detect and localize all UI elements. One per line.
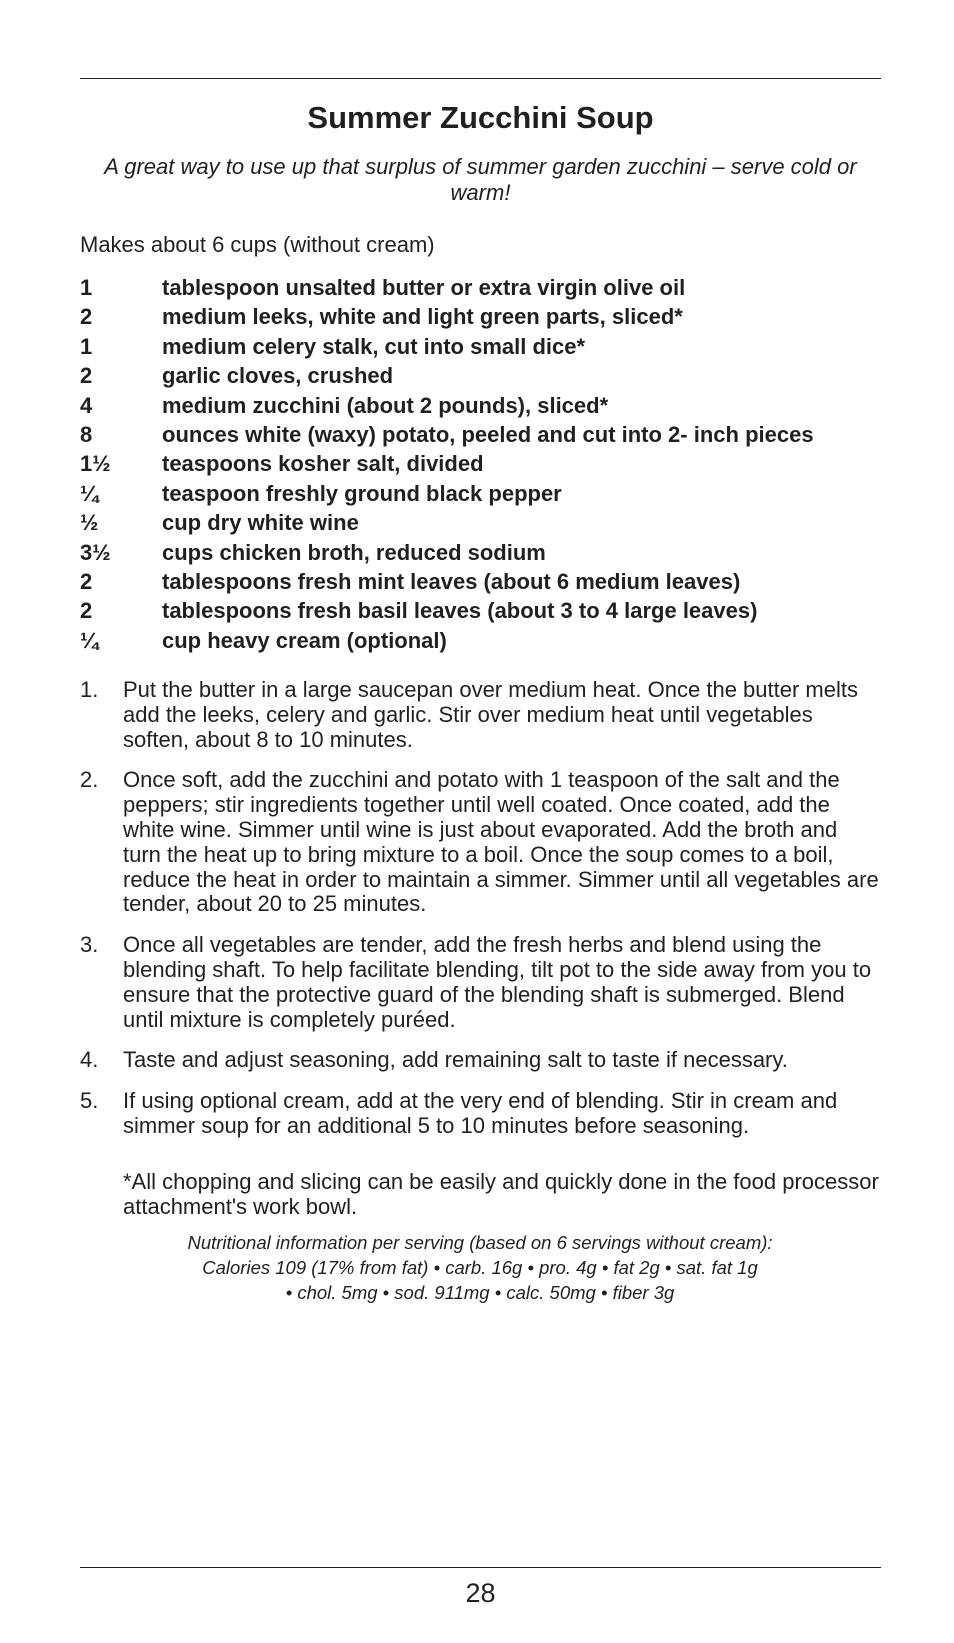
step-text: Taste and adjust seasoning, add remaining salt to taste if necessary. [123, 1047, 788, 1073]
ingredient-text: medium zucchini (about 2 pounds), sliced* [162, 392, 609, 418]
step-text: Once all vegetables are tender, add the fresh herbs and blend using the blending shaft. To help facilitate blending, tilt pot to the side away from you to ensure that the protective guard of the blending shaft is submerged. Blend until mixture is completely puréed. [123, 932, 872, 1032]
recipe-subtitle: A great way to use up that surplus of summer garden zucchini – serve cold or warm! [104, 154, 857, 205]
ingredient-quantity: 2 [80, 363, 93, 389]
instruction-step [80, 678, 881, 752]
step-number: 5. [80, 1088, 99, 1114]
instruction-step [80, 768, 881, 917]
ingredient-text: cups chicken broth, reduced sodium [162, 539, 546, 565]
ingredient-row [80, 451, 881, 480]
footnote: *All chopping and slicing can be easily and quickly done in the food processor attachment's work bowl. [123, 1169, 879, 1219]
ingredient-row [80, 393, 881, 422]
recipe-title: Summer Zucchini Soup [307, 100, 654, 135]
instruction-step [80, 1089, 881, 1139]
bottom-rule [80, 1567, 881, 1568]
ingredient-row [80, 304, 881, 333]
ingredient-row [80, 628, 881, 657]
ingredient-quantity: ¼ [80, 627, 99, 653]
ingredient-text: tablespoons fresh mint leaves (about 6 medium leaves) [162, 568, 741, 594]
ingredient-list [80, 275, 881, 657]
recipe-page [80, 0, 881, 1643]
step-number: 4. [80, 1047, 99, 1073]
ingredient-row [80, 334, 881, 363]
instruction-step [80, 933, 881, 1032]
ingredient-quantity: 2 [80, 598, 93, 624]
step-text: If using optional cream, add at the very end of blending. Stir in cream and simmer soup for an additional 5 to 10 minutes before seasoning. [123, 1088, 838, 1138]
ingredient-row [80, 481, 881, 510]
step-text: Once soft, add the zucchini and potato with 1 teaspoon of the salt and the peppers; stir ingredients together until well coated. Once coated, add the white wine. Simmer until wine is just about evaporated. Add the broth and turn the heat up to bring mixture to a boil. Once the soup comes to a boil, reduce the heat in order to maintain a simmer. Simmer until all vegetables are tender, about 20 to 25 minutes. [123, 767, 879, 917]
ingredient-row [80, 540, 881, 569]
top-rule [80, 78, 881, 79]
ingredient-row [80, 363, 881, 392]
ingredient-text: tablespoons fresh basil leaves (about 3 to 4 large leaves) [162, 598, 758, 624]
ingredient-text: tablespoon unsalted butter or extra virgin olive oil [162, 275, 686, 300]
instruction-step [80, 1048, 881, 1073]
ingredient-quantity: 1 [80, 333, 93, 359]
ingredient-quantity: 1½ [80, 451, 111, 477]
ingredient-text: medium celery stalk, cut into small dice* [162, 333, 586, 359]
step-number: 1. [80, 677, 99, 702]
ingredient-quantity: ½ [80, 510, 99, 536]
nutrition-line: Calories 109 (17% from fat) • carb. 16g • pro. 4g • fat 2g • sat. fat 1g [202, 1257, 758, 1278]
ingredient-quantity: 3½ [80, 539, 111, 565]
ingredient-row [80, 275, 881, 304]
ingredient-row [80, 598, 881, 627]
ingredient-quantity: 4 [80, 392, 93, 418]
instruction-list [80, 678, 881, 1155]
nutrition-line: • chol. 5mg • sod. 911mg • calc. 50mg • fiber 3g [285, 1282, 675, 1303]
ingredient-text: cup heavy cream (optional) [162, 627, 447, 653]
nutrition-info [123, 1230, 837, 1305]
recipe-yield: Makes about 6 cups (without cream) [80, 232, 435, 257]
ingredient-text: teaspoons kosher salt, divided [162, 451, 484, 477]
ingredient-quantity: ¼ [80, 480, 99, 506]
ingredient-text: teaspoon freshly ground black pepper [162, 480, 562, 506]
ingredient-quantity: 1 [80, 275, 93, 300]
nutrition-line: Nutritional information per serving (based on 6 servings without cream): [187, 1232, 773, 1253]
page-number: 28 [465, 1578, 496, 1608]
ingredient-text: ounces white (waxy) potato, peeled and cut into 2- inch pieces [162, 421, 814, 447]
ingredient-row [80, 422, 881, 451]
step-number: 3. [80, 932, 99, 958]
ingredient-quantity: 2 [80, 304, 93, 330]
ingredient-quantity: 2 [80, 568, 93, 594]
step-number: 2. [80, 767, 99, 793]
ingredient-row [80, 510, 881, 539]
ingredient-text: medium leeks, white and light green parts, sliced* [162, 304, 683, 330]
ingredient-row [80, 569, 881, 598]
ingredient-quantity: 8 [80, 421, 93, 447]
ingredient-text: cup dry white wine [162, 510, 359, 536]
step-text: Put the butter in a large saucepan over medium heat. Once the butter melts add the leeks, celery and garlic. Stir over medium heat until vegetables soften, about 8 to 10 minutes. [123, 677, 858, 752]
ingredient-text: garlic cloves, crushed [162, 363, 394, 389]
